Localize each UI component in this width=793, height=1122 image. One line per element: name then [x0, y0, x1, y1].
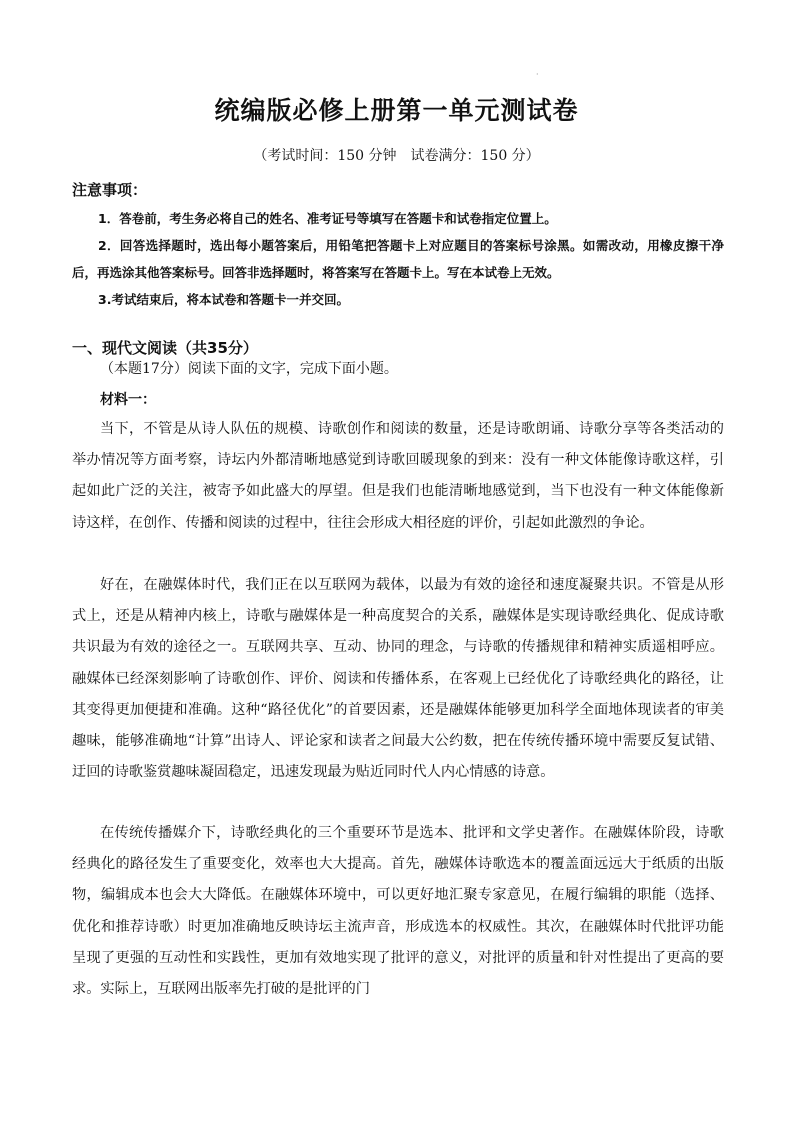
notice-item: 1．答卷前，考生务必将自己的姓名、准考证号等填写在答题卡和试卷指定位置上。	[98, 211, 557, 226]
notice-heading: 注意事项：	[72, 181, 148, 199]
page-title: 统编版必修上册第一单元测试卷	[214, 96, 579, 125]
body-paragraph: 当下，不管是从诗人队伍的规模、诗歌创作和阅读的数量，还是诗歌朗诵、诗歌分享等各类活动的举办情况等方面考察，诗坛内外都清晰地感觉到诗歌回暖现象的到来：没有一种文体能像诗歌这样，引起如此广泛的关注，被寄予如此盛大的厚望。但是我们也能清晰地感觉到，当下也没有一种文体能像新诗这样，在创作、传播和阅读的过程中，往往会形成大相径庭的评价，引起如此激烈的争论。	[72, 421, 724, 531]
notice-item: 2．回答选择题时，选出每小题答案后，用铅笔把答题卡上对应题目的答案标号涂黑。如需改动，用橡皮擦干净后，再选涂其他答案标号。回答非选择题时，将答案写在答题卡上。写在本试卷上无效。	[72, 238, 724, 280]
material-label: 材料一：	[100, 392, 156, 408]
notice-item: 3.考试结束后，将本试卷和答题卡一并交回。	[98, 292, 349, 307]
body-paragraph: 好在，在融媒体时代，我们正在以互联网为载体，以最为有效的途径和速度凝聚共识。不管是从形式上，还是从精神内核上，诗歌与融媒体是一种高度契合的关系，融媒体是实现诗歌经典化、促成诗歌共识最为有效的途径之一。互联网共享、互动、协同的理念，与诗歌的传播规律和精神实质遥相呼应。融媒体已经深刻影响了诗歌创作、评价、阅读和传播体系，在客观上已经优化了诗歌经典化的路径，让其变得更加便捷和准确。这种“路径优化”的首要因素，还是融媒体能够更加科学全面地体现读者的审美趣味，能够准确地“计算”出诗人、评论家和读者之间最大公约数，把在传统传播环境中需要反复试错、迂回的诗歌鉴赏趣味凝固稳定，迅速发现最为贴近同时代人内心情感的诗意。	[72, 577, 724, 781]
section-heading: 一、现代文阅读（共35分）	[72, 339, 258, 357]
question-intro: （本题17分）阅读下面的文字，完成下面小题。	[100, 361, 398, 377]
body-paragraph: 在传统传播媒介下，诗歌经典化的三个重要环节是选本、批评和文学史著作。在融媒体阶段，诗歌经典化的路径发生了重要变化，效率也大大提高。首先，融媒体诗歌选本的覆盖面远远大于纸质的出版物，编辑成本也会大大降低。在融媒体环境中，可以更好地汇聚专家意见，在履行编辑的职能（选择、优化和推荐诗歌）时更加准确地反映诗坛主流声音，形成选本的权威性。其次，在融媒体时代批评功能呈现了更强的互动性和实践性，更加有效地实现了批评的意义，对批评的质量和针对性提出了更高的要求。实际上，互联网出版率先打破的是批评的门	[72, 825, 724, 998]
corner-mark: ·	[536, 70, 539, 79]
exam-info: （考试时间：150 分钟 试卷满分：150 分）	[253, 148, 540, 164]
